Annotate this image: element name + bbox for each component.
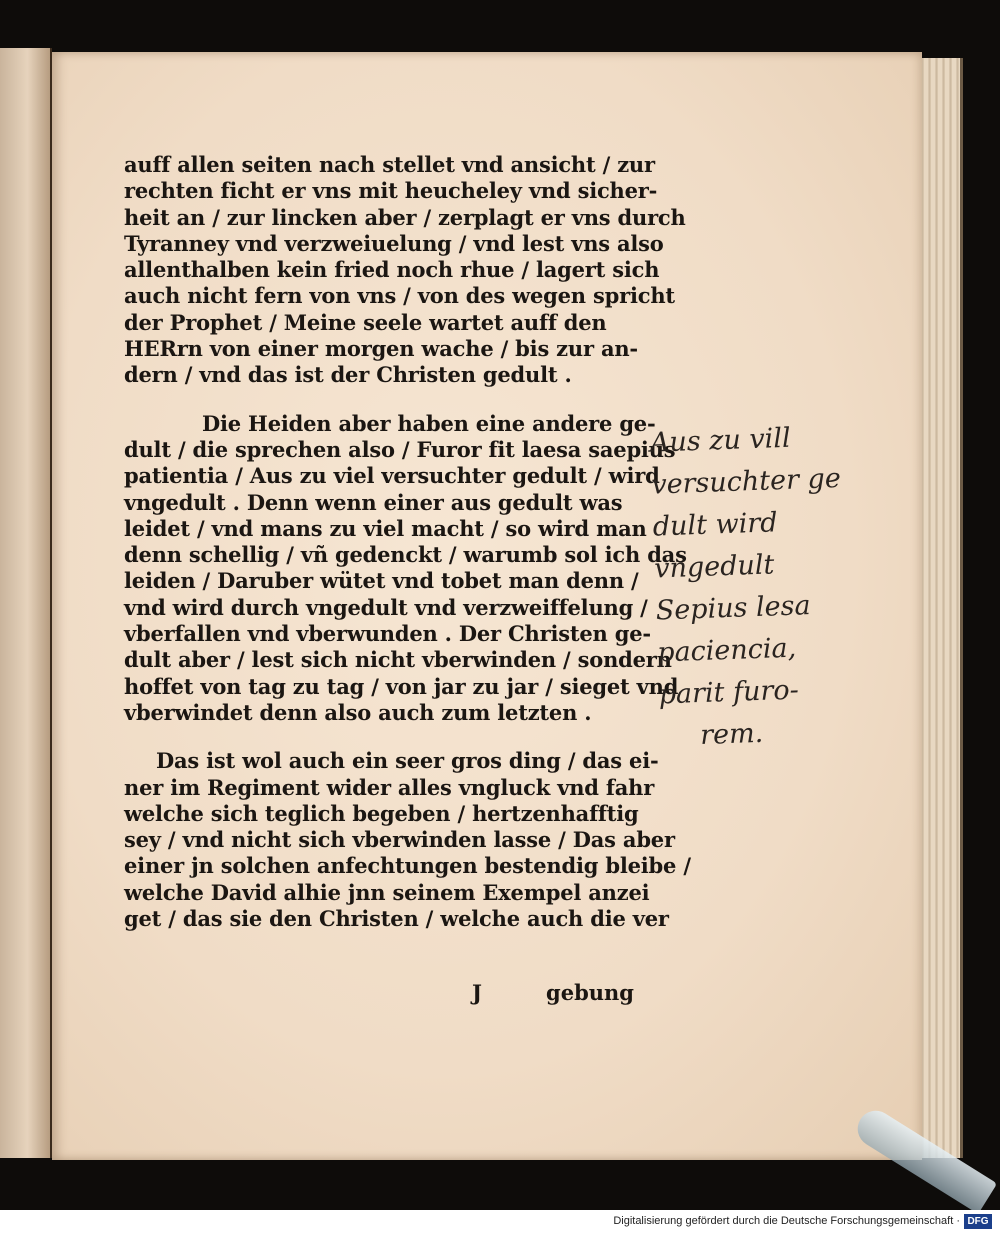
text-line: vnd wird durch vngedult vnd verzweiffelung /	[124, 594, 648, 620]
text-line: dult aber / lest sich nicht vberwinden / sondern	[124, 647, 672, 673]
funding-credit: Digitalisierung gefördert durch die Deutsche Forschungsgemeinschaft ·	[613, 1215, 960, 1227]
text-line: heit an / zur lincken aber / zerplagt er vns durch	[124, 204, 686, 230]
handwritten-marginal-note	[649, 414, 921, 759]
text-line: ner im Regiment wider alles vngluck vnd fahr	[124, 774, 655, 800]
text-line: der Prophet / Meine seele wartet auff den	[124, 309, 607, 335]
text-line: welche sich teglich begeben / hertzenhafftig	[124, 800, 639, 826]
note-line: Sepius lesa	[655, 590, 812, 627]
note-line: dult wird	[652, 507, 779, 543]
text-line: hoffet von tag zu tag / von jar zu jar / sieget vnd	[124, 673, 679, 699]
text-line: dern / vnd das ist der Christen gedult .	[124, 362, 572, 388]
text-line: allenthalben kein fried noch rhue / lagert sich	[124, 257, 660, 283]
text-line: patientia / Aus zu viel versuchter gedult / wird	[124, 463, 660, 489]
text-line: get / das sie den Christen / welche auch die ver	[124, 906, 669, 932]
text-line: auff allen seiten nach stellet vnd ansicht / zur	[124, 152, 655, 177]
text-line: sey / vnd nicht sich vberwinden lasse / Das aber	[124, 827, 675, 853]
text-line: leidet / vnd mans zu viel macht / so wird man	[124, 515, 647, 541]
text-line: vngedult . Denn wenn einer aus gedult was	[124, 489, 623, 515]
paragraph-1	[124, 152, 686, 389]
text-line: Die Heiden aber haben eine andere ge-	[202, 410, 656, 436]
signature-mark: J	[472, 980, 482, 1005]
catchword: gebung	[546, 980, 634, 1005]
text-line: dult / die sprechen also / Furor fit laesa saepius	[124, 436, 676, 462]
note-line: parit furo-	[658, 674, 800, 711]
text-line: welche David alhie jnn seinem Exempel anzei	[124, 879, 650, 905]
note-line: paciencia,	[656, 632, 797, 669]
text-line: auch nicht fern von vns / von des wegen spricht	[124, 283, 675, 309]
text-line: rechten ficht er vns mit heucheley vnd sicher-	[124, 178, 658, 204]
paragraph-2	[124, 410, 687, 727]
text-line: vberwindet denn also auch zum letzten .	[124, 699, 592, 725]
note-line: rem.	[699, 717, 764, 752]
note-line: versuchter ge	[650, 462, 842, 501]
text-line: denn schellig / vñ gedenckt / warumb sol ich das	[124, 542, 687, 568]
footer-bar	[0, 1210, 1000, 1234]
dfg-logo-icon: DFG	[964, 1214, 992, 1229]
text-line: leiden / Daruber wütet vnd tobet man denn /	[124, 568, 639, 594]
text-line: Tyranney vnd verzweiuelung / vnd lest vns also	[124, 230, 664, 256]
printed-text-block	[124, 152, 691, 932]
text-line: HERrn von einer morgen wache / bis zur an-	[124, 336, 638, 362]
text-line: Das ist wol auch ein seer gros ding / das ei-	[156, 748, 659, 774]
note-line: Aus zu vill	[649, 422, 792, 459]
note-line: vngedult	[653, 549, 775, 585]
text-line: vberfallen vnd vberwunden . Der Christen ge-	[124, 621, 651, 647]
book-left-edge	[0, 48, 52, 1158]
catchword-row	[124, 980, 634, 1010]
paragraph-3	[124, 748, 691, 932]
text-line: einer jn solchen anfechtungen bestendig bleibe /	[124, 853, 691, 879]
